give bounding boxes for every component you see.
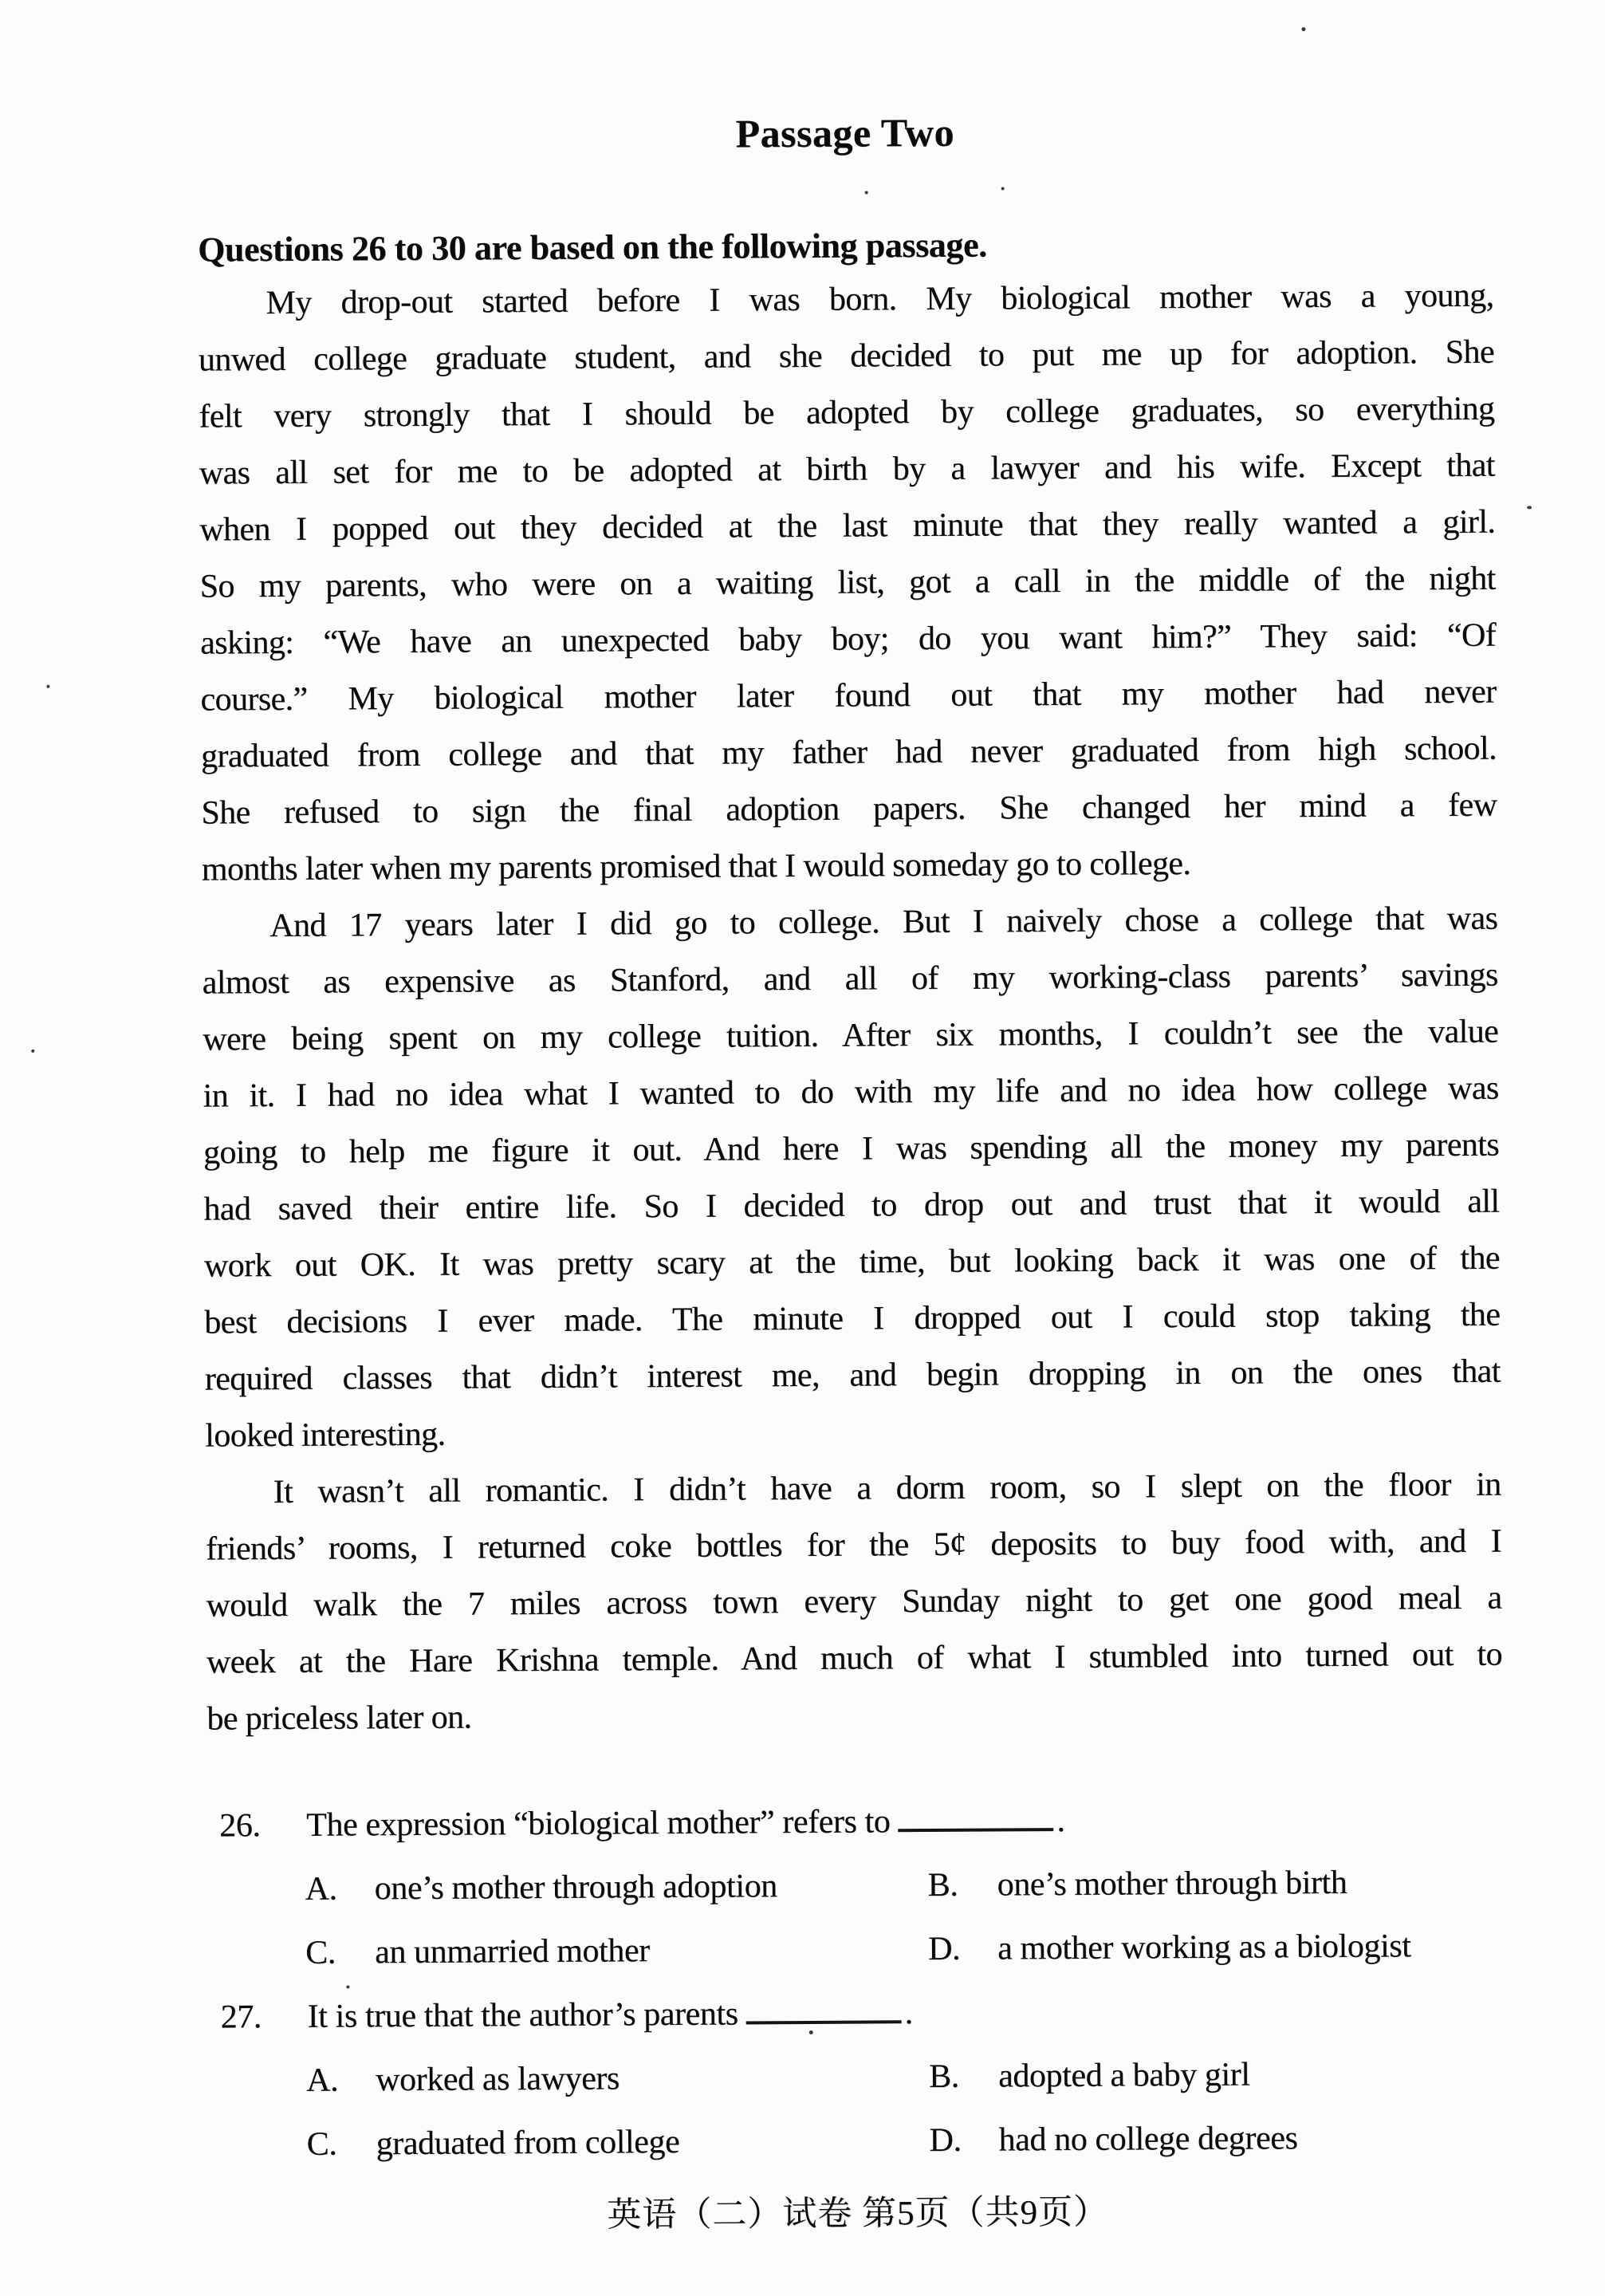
scan-speck: [865, 191, 868, 194]
option-label: D.: [929, 2121, 962, 2160]
question-stem: [306, 1789, 1065, 1857]
scan-speck: [1001, 187, 1005, 190]
passage-line: course.” My biological mother later found out that my mother had never: [200, 673, 1497, 719]
reading-passage: [198, 268, 1502, 1748]
passage-title: Passage Two: [735, 109, 955, 156]
question-number: 27.: [220, 1999, 262, 2036]
passage-line: felt very strongly that I should be adopted by college graduates, so everything: [199, 390, 1495, 435]
option-text: graduated from college: [376, 2123, 680, 2163]
option-label: D.: [927, 1930, 961, 1968]
options-row: [209, 2041, 1564, 2113]
options-row: [207, 1849, 1563, 1921]
passage-line: going to help me figure it out. And here I was spending all the money my parents: [203, 1126, 1500, 1172]
passage-line: be priceless later on.: [207, 1699, 472, 1738]
passage-line: had saved their entire life. So I decided to drop out and trust that it would all: [203, 1183, 1500, 1228]
page-footer: 英语（二）试卷 第5页（共9页）: [607, 2193, 1109, 2235]
option-b: [929, 2043, 1250, 2109]
passage-line: My drop-out started before I was born. My biological mother was a young,: [266, 277, 1494, 322]
option-text: one’s mother through adoption: [374, 1868, 777, 1908]
option-a: [305, 1854, 777, 1921]
option-label: A.: [305, 1870, 337, 1908]
option-label: C.: [305, 1934, 336, 1971]
answer-blank: [898, 1799, 1053, 1832]
question-stem-row: [207, 1786, 1563, 1857]
option-text: worked as lawyers: [375, 2060, 620, 2099]
option-d: [929, 2106, 1297, 2172]
options-row: [208, 1913, 1564, 1985]
passage-line: in it. I had no idea what I wanted to do with my life and no idea how college was: [203, 1069, 1499, 1115]
question-stem-row: [208, 1977, 1564, 2049]
question-number: 26.: [219, 1807, 261, 1845]
answer-blank: [745, 1992, 901, 2025]
passage-line: And 17 years later I did go to college. But I naively chose a college that was: [269, 900, 1498, 945]
passage-line: So my parents, who were on a waiting list, got a call in the middle of the night: [199, 560, 1496, 605]
passage-paragraph: [205, 1457, 1502, 1748]
option-text: one’s mother through birth: [997, 1864, 1347, 1904]
option-c: [305, 1919, 650, 1985]
option-label: B.: [927, 1866, 958, 1904]
option-d: [928, 1914, 1411, 1981]
option-text: a mother working as a biologist: [997, 1928, 1411, 1967]
question-stem: [307, 1981, 913, 2049]
option-b: [927, 1851, 1347, 1917]
question-stem-text: The expression “biological mother” refers to: [306, 1803, 891, 1844]
passage-line: asking: “We have an unexpected baby boy; do you want him?” They said: “Of: [199, 616, 1497, 662]
passage-paragraph: [198, 268, 1497, 899]
question-stem-suffix: .: [1056, 1802, 1065, 1840]
scan-speck: [1301, 27, 1305, 31]
passage-line: was all set for me to be adopted at birth by a lawyer and his wife. Except that: [199, 447, 1495, 492]
option-c: [306, 2110, 679, 2176]
passage-line: were being spent on my college tuition. After six months, I couldn’t see the value: [203, 1013, 1499, 1058]
scan-speck: [346, 1985, 349, 1988]
passage-line: when I popped out they decided at the last minute that they really wanted a girl.: [199, 503, 1496, 549]
questions-instruction: Questions 26 to 30 are based on the following passage.: [197, 225, 987, 270]
option-label: B.: [928, 2058, 959, 2096]
question-stem-suffix: .: [904, 1995, 913, 2032]
passage-line: unwed college graduate student, and she decided to put me up for adoption. She: [198, 333, 1495, 379]
passage-line: work out OK. It was pretty scary at the time, but looking back it was one of the: [203, 1239, 1501, 1285]
scan-speck: [31, 1050, 34, 1053]
scan-speck: [1527, 506, 1532, 509]
option-text: had no college degrees: [998, 2120, 1298, 2159]
passage-line: best decisions I ever made. The minute I dropped out I could stop taking the: [204, 1296, 1501, 1341]
passage-line: She refused to sign the final adoption papers. She changed her mind a few: [201, 786, 1497, 832]
option-text: adopted a baby girl: [997, 2056, 1250, 2095]
option-label: C.: [306, 2125, 337, 2163]
passage-line: would walk the 7 miles across town every Sunday night to get one good meal a: [206, 1579, 1502, 1625]
passage-line: week at the Hare Krishna temple. And much of what I stumbled into turned out to: [206, 1636, 1503, 1681]
passage-line: graduated from college and that my father had never graduated from high school.: [200, 730, 1497, 775]
options-row: [209, 2105, 1564, 2176]
option-a: [306, 2046, 620, 2112]
passage-paragraph: [202, 891, 1501, 1465]
passage-line: almost as expensive as Stanford, and all of my working-class parents’ savings: [202, 956, 1498, 1002]
passage-line: months later when my parents promised that I would someday go to college.: [201, 845, 1191, 888]
scan-speck: [809, 2030, 813, 2034]
option-label: A.: [305, 2062, 339, 2099]
passage-line: looked interesting.: [205, 1416, 446, 1455]
option-text: an unmarried mother: [375, 1932, 650, 1971]
passage-line: required classes that didn’t interest me, and begin dropping in on the ones that: [204, 1353, 1501, 1398]
questions-section: [207, 1786, 1565, 2176]
question-stem-text: It is true that the author’s parents: [307, 1995, 738, 2035]
scan-speck: [46, 685, 49, 688]
passage-line: It wasn’t all romantic. I didn’t have a dorm room, so I slept on the floor in: [273, 1466, 1501, 1511]
passage-line: friends’ rooms, I returned coke bottles for the 5¢ deposits to buy food with, and I: [205, 1522, 1502, 1568]
